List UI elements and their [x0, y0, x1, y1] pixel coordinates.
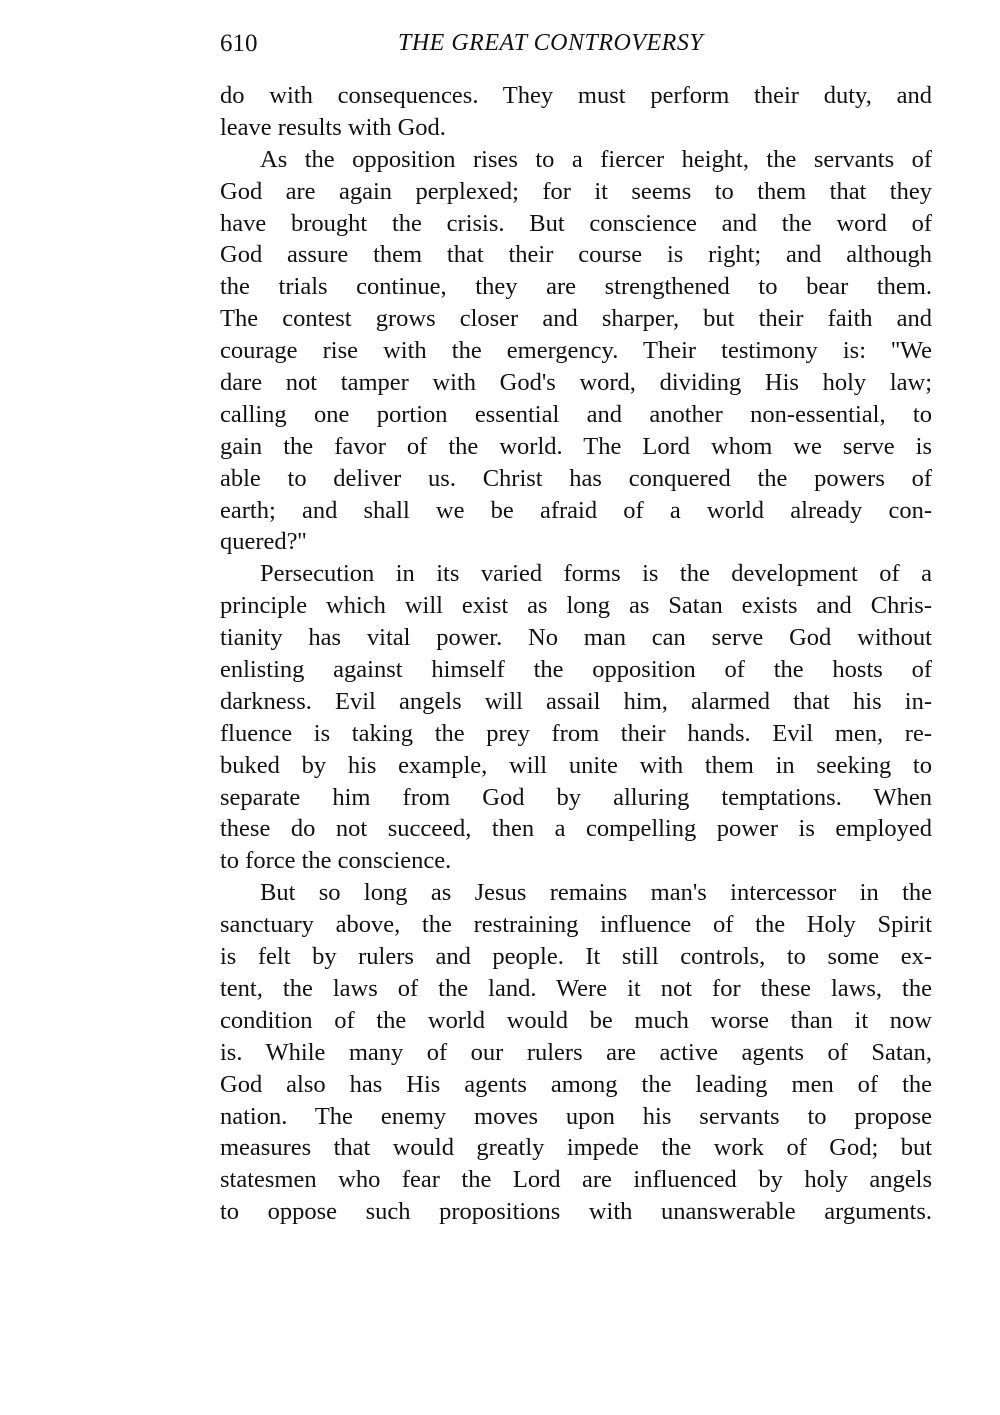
text-line: quered?'': [220, 528, 307, 556]
text-line: able to deliver us. Christ has conquered the powers of: [220, 464, 932, 492]
text-line: But so long as Jesus remains man's intercessor in the: [260, 879, 932, 907]
text-line: As the opposition rises to a fiercer height, the servants of: [260, 145, 932, 173]
text-line: leave results with God.: [220, 113, 446, 141]
text-line: have brought the crisis. But conscience and the word of: [220, 209, 932, 237]
text-line: dare not tamper with God's word, dividing His holy law;: [220, 369, 932, 397]
text-line: to oppose such propositions with unanswerable arguments.: [220, 1198, 932, 1226]
text-line: is. While many of our rulers are active agents of Satan,: [220, 1038, 932, 1066]
text-line: buked by his example, will unite with them in seeking to: [220, 751, 932, 779]
text-line: earth; and shall we be afraid of a world already con-: [220, 496, 932, 524]
text-line: sanctuary above, the restraining influence of the Holy Spirit: [220, 911, 932, 939]
text-line: these do not succeed, then a compelling power is employed: [220, 815, 932, 843]
text-line: darkness. Evil angels will assail him, alarmed that his in-: [220, 687, 932, 715]
text-line: fluence is taking the prey from their hands. Evil men, re-: [220, 719, 932, 747]
text-line: God assure them that their course is right; and although: [220, 241, 932, 269]
page-number: 610: [220, 30, 258, 57]
text-line: God also has His agents among the leading men of the: [220, 1070, 932, 1098]
running-title: THE GREAT CONTROVERSY: [398, 30, 704, 56]
text-line: calling one portion essential and another non-essential, to: [220, 400, 932, 428]
text-line: enlisting against himself the opposition of the hosts of: [220, 656, 932, 684]
text-line: tent, the laws of the land. Were it not for these laws, the: [220, 974, 932, 1002]
text-line: The contest grows closer and sharper, but their faith and: [220, 305, 932, 333]
text-line: God are again perplexed; for it seems to them that they: [220, 177, 932, 205]
text-line: courage rise with the emergency. Their testimony is: ''We: [220, 337, 932, 365]
text-line: Persecution in its varied forms is the development of a: [260, 560, 932, 588]
text-line: condition of the world would be much worse than it now: [220, 1006, 932, 1034]
text-line: gain the favor of the world. The Lord whom we serve is: [220, 432, 932, 460]
text-line: principle which will exist as long as Satan exists and Chris-: [220, 592, 932, 620]
text-line: is felt by rulers and people. It still controls, to some ex-: [220, 943, 932, 971]
text-line: do with consequences. They must perform their duty, and: [220, 82, 932, 109]
text-line: statesmen who fear the Lord are influenced by holy angels: [220, 1166, 932, 1194]
text-line: the trials continue, they are strengthened to bear them.: [220, 273, 932, 301]
text-line: nation. The enemy moves upon his servants to propose: [220, 1102, 932, 1130]
text-line: measures that would greatly impede the work of God; but: [220, 1134, 932, 1162]
text-line: tianity has vital power. No man can serve God without: [220, 624, 932, 652]
body-text: [220, 80, 932, 1228]
text-line: separate him from God by alluring temptations. When: [220, 783, 932, 811]
text-line: to force the conscience.: [220, 847, 452, 875]
